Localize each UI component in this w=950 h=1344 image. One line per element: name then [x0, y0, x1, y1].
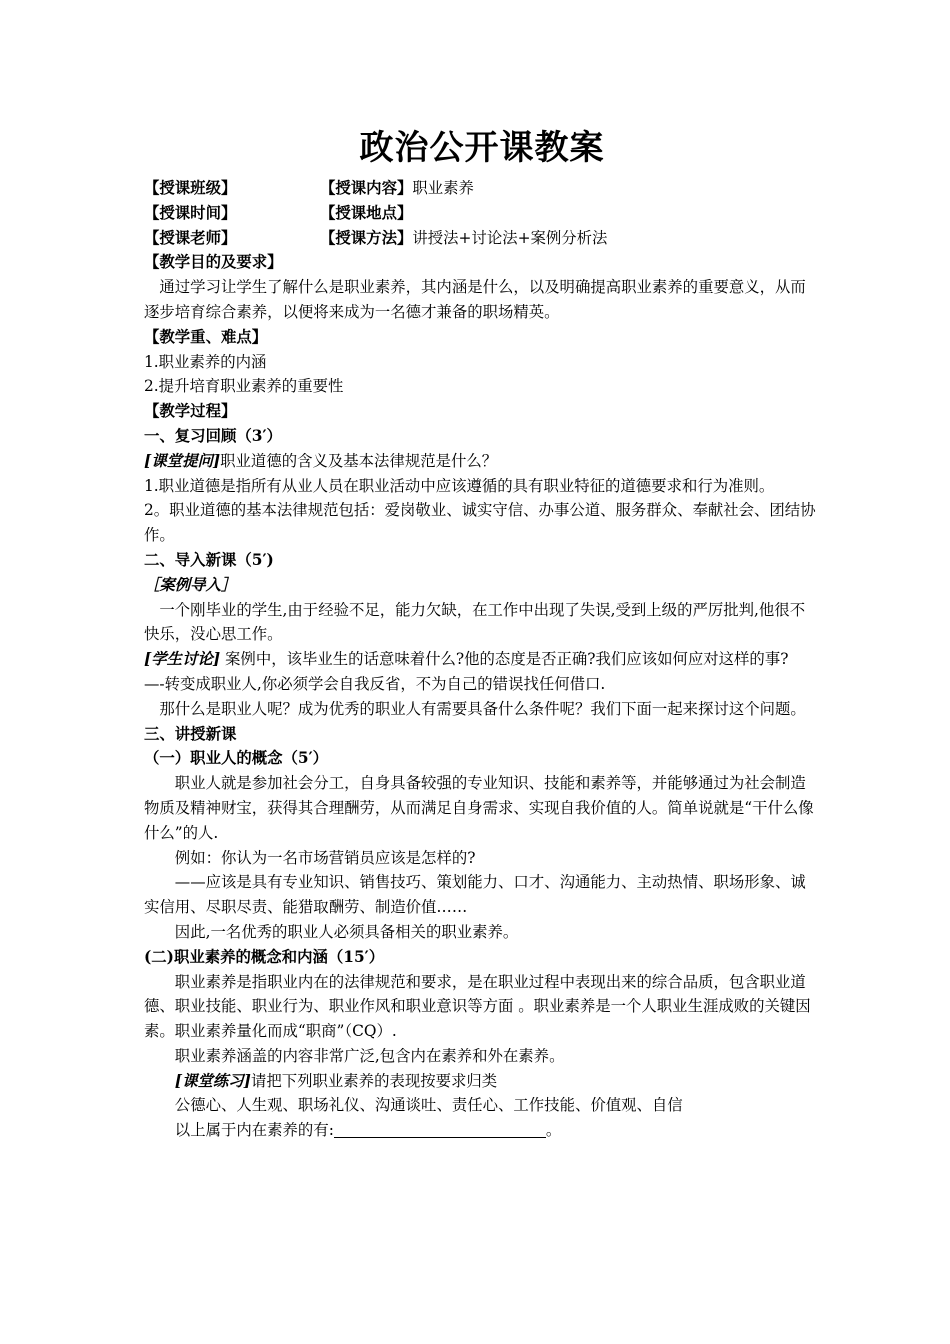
page-title: 政治公开课教案: [359, 128, 605, 168]
new-lesson-heading: 三、讲授新课: [144, 724, 237, 743]
time-label: 【授课时间】: [144, 203, 237, 222]
intro-case-tag: ［案例导入］: [144, 575, 237, 594]
keypoint-item: 1.职业素养的内涵: [144, 352, 267, 371]
intro-discussion-text: 案例中，该毕业生的话意味着什么?他的态度是否正确?我们应该如何应对这样的事?: [220, 650, 789, 669]
review-answer-1: 1.职业道德是指所有从业人员在职业活动中应该遵循的具有职业特征的道德要求和行为准则。: [144, 476, 775, 495]
section-2-list: 公德心、人生观、职场礼仪、沟通谈吐、责任心、工作技能、价值观、自信: [174, 1096, 683, 1115]
intro-question: 那什么是职业人呢？成为优秀的职业人有需要具备什么条件呢？我们下面一起来探讨这个问题。: [159, 699, 806, 718]
intro-heading: 二、导入新课（5′): [144, 550, 274, 569]
place-label: 【授课地点】: [320, 203, 413, 222]
meta-row-2: [144, 201, 820, 226]
intro-discussion: [144, 647, 820, 672]
review-question-text: 职业道德的含义及基本法律规范是什么？: [220, 451, 498, 470]
section-2-para-1: 职业素养是指职业内在的法律规范和要求，是在职业过程中表现出来的综合品质，包含职业道德、职业技能、职业行为、职业作风和职业意识等方面 。职业素养是一个人职业生涯成败的关键因素。职业素养量化而成“职商”（CQ）.: [144, 972, 811, 1041]
section-1-heading: （一）职业人的概念（5′）: [144, 749, 329, 768]
section-2-exercise-tag: [课堂练习]: [174, 1071, 251, 1090]
section-1-para-3: ——应该是具有专业知识、销售技巧、策划能力、口才、沟通能力、主动热情、职场形象、诚实信用、尽职尽责、能猎取酬劳、制造价值……: [144, 873, 806, 917]
review-heading: 一、复习回顾（3′）: [144, 426, 282, 445]
keypoints-heading: 【教学重、难点】: [144, 327, 268, 346]
section-2-exercise-text: 请把下列职业素养的表现按要求归类: [250, 1071, 498, 1090]
section-1-para-2: 例如：你认为一名市场营销员应该是怎样的?: [174, 848, 476, 867]
goal-text: 通过学习让学生了解什么是职业素养，其内涵是什么，以及明确提高职业素养的重要意义，从而逐步培育综合素养，以便将来成为一名德才兼备的职场精英。: [144, 278, 806, 321]
class-label: 【授课班级】: [144, 179, 237, 197]
review-question: [144, 449, 820, 474]
section-2-fill: [144, 1118, 820, 1143]
section-2-para-2: 职业素养涵盖的内容非常广泛,包含内在素养和外在素养。: [174, 1046, 565, 1065]
fill-prefix: 以上属于内在素养的有:: [174, 1121, 334, 1140]
content-value: 职业素养: [412, 179, 474, 197]
meta-row-3: [144, 226, 820, 251]
meta-row-1: [144, 176, 820, 201]
goal-heading: 【教学目的及要求】: [144, 253, 283, 272]
method-label: 【授课方法】: [320, 228, 413, 247]
section-2-exercise: [144, 1069, 820, 1094]
method-value: 讲授法+讨论法+案例分析法: [412, 228, 608, 247]
teacher-label: 【授课老师】: [144, 228, 237, 247]
section-1-para-1: 职业人就是参加社会分工，自身具备较强的专业知识、技能和素养等，并能够通过为社会制造物质及精神财宝，获得其合理酬劳，从而满足自身需求、实现自我价值的人。简单说就是“干什么像什么”的人.: [144, 774, 814, 842]
section-1-para-4: 因此,一名优秀的职业人必须具备相关的职业素养。: [174, 922, 519, 941]
intro-answer: —-转变成职业人,你必须学会自我反省，不为自己的错误找任何借口.: [144, 674, 606, 693]
lesson-plan-page: [144, 122, 820, 1143]
keypoint-item: 2.提升培育职业素养的重要性: [144, 377, 344, 396]
process-heading: 【教学过程】: [144, 402, 237, 421]
intro-discussion-tag: [学生讨论]: [144, 650, 221, 669]
content-label: 【授课内容】: [320, 179, 413, 197]
review-answer-2: 2。职业道德的基本法律规范包括：爱岗敬业、诚实守信、办事公道、服务群众、奉献社会、团结协作。: [144, 501, 816, 545]
answer-blank[interactable]: [334, 1121, 546, 1138]
fill-suffix: 。: [545, 1121, 562, 1140]
review-question-tag: [课堂提问]: [144, 451, 221, 470]
intro-case-text: 一个刚毕业的学生,由于经验不足，能力欠缺，在工作中出现了失误,受到上级的严厉批判,他很不快乐，没心思工作。: [144, 600, 806, 644]
section-2-heading: (二)职业素养的概念和内涵（15′）: [144, 947, 385, 966]
